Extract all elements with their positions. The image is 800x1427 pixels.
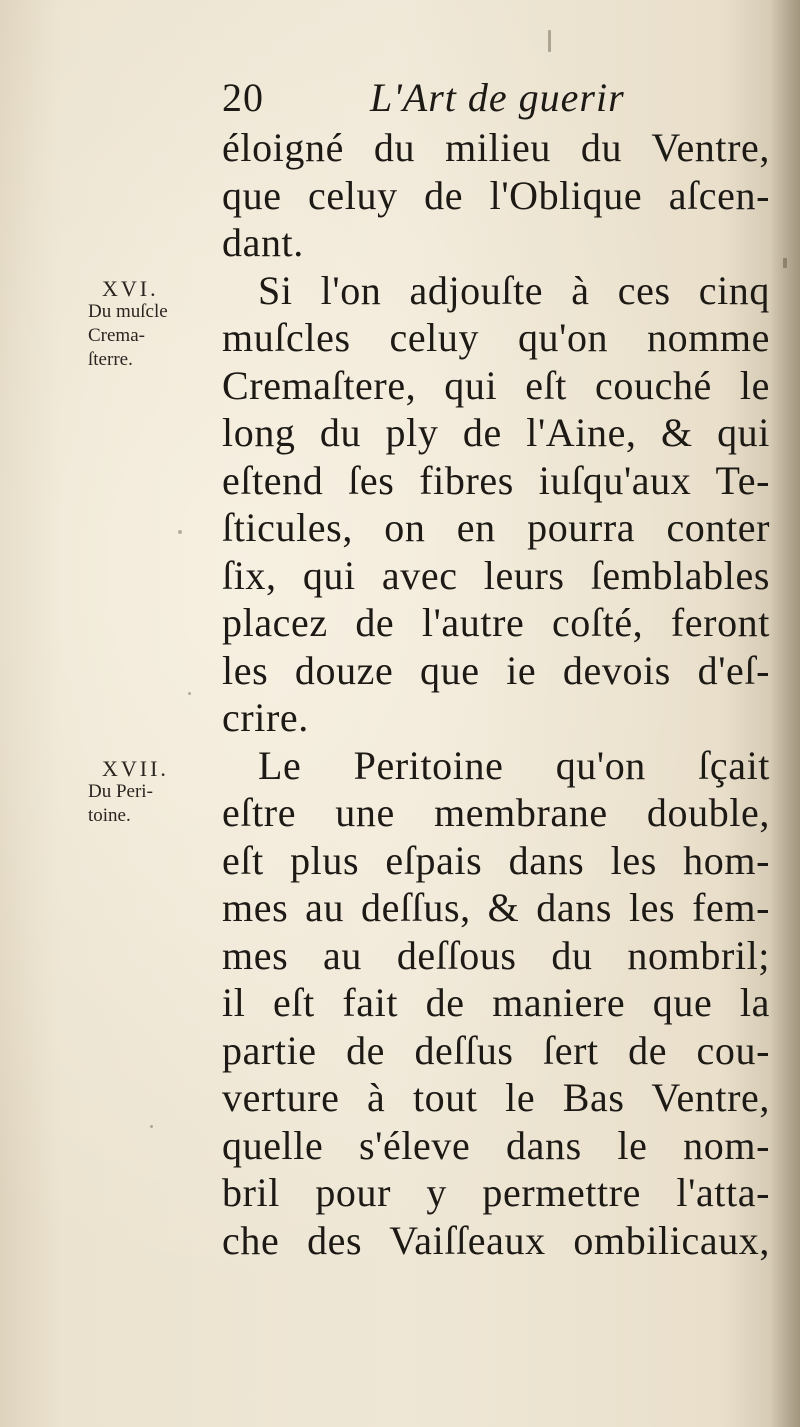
page-number: 20: [222, 75, 264, 120]
paragraph-start-line: Si l'on adjouſte à ces cinq: [258, 267, 770, 313]
paper-speck: [783, 258, 787, 268]
text-line: eſt plus eſpais dans les hom-: [222, 837, 770, 883]
text-line: muſcles celuy qu'on nomme: [222, 315, 770, 360]
text-line: bril pour y permettre l'atta-: [222, 1170, 770, 1215]
paper-speck: [178, 530, 182, 534]
text-line: ſix, qui avec leurs ſemblables: [222, 552, 770, 598]
text-line: long du ply de l'Aine, & qui: [222, 410, 770, 455]
text-line: ſticules, on en pourra conter: [222, 505, 770, 550]
body-text: [222, 124, 770, 1264]
margin-note-number: XVI.: [102, 276, 159, 301]
text-line: dant.: [222, 220, 304, 265]
margin-note-number: XVII.: [102, 756, 169, 781]
margin-note-xvii: [88, 758, 218, 828]
margin-note-line: ſterre.: [88, 349, 133, 370]
page-edge-shadow: [770, 0, 800, 1427]
paper-speck: [188, 692, 191, 695]
text-line: che des Vaiſſeaux ombilicaux,: [222, 1217, 770, 1263]
text-line: il eſt fait de maniere que la: [222, 980, 770, 1025]
text-line: eſtend ſes fibres iuſqu'aux Te-: [222, 457, 770, 503]
text-line: mes au deſſous du nombril;: [222, 932, 770, 978]
margin-note-xvi: [88, 278, 218, 372]
text-line: les douze que ie devois d'eſ-: [222, 647, 770, 693]
margin-note-line: toine.: [88, 805, 131, 826]
text-line: placez de l'autre coſté, feront: [222, 600, 770, 645]
page-header: [222, 70, 672, 126]
running-title: L'Art de guerir: [370, 75, 625, 120]
paper-mark: [548, 30, 551, 52]
text-line: quelle s'éleve dans le nom-: [222, 1122, 770, 1168]
text-line: crire.: [222, 695, 309, 740]
text-line: éloigné du milieu du Ventre,: [222, 125, 770, 170]
paragraph-start-line: Le Peritoine qu'on ſçait: [258, 742, 770, 788]
text-line: Cremaſtere, qui eſt couché le: [222, 362, 770, 408]
text-line: partie de deſſus ſert de cou-: [222, 1027, 770, 1073]
text-line: verture à tout le Bas Ventre,: [222, 1075, 770, 1120]
margin-note-line: Crema-: [88, 325, 145, 346]
margin-note-line: Du Peri-: [88, 781, 153, 802]
text-line: que celuy de l'Oblique aſcen-: [222, 172, 770, 218]
paper-speck: [150, 1125, 153, 1128]
text-line: mes au deſſus, & dans les fem-: [222, 885, 770, 930]
margin-note-line: Du muſcle: [88, 301, 168, 322]
text-line: eſtre une membrane double,: [222, 790, 770, 835]
